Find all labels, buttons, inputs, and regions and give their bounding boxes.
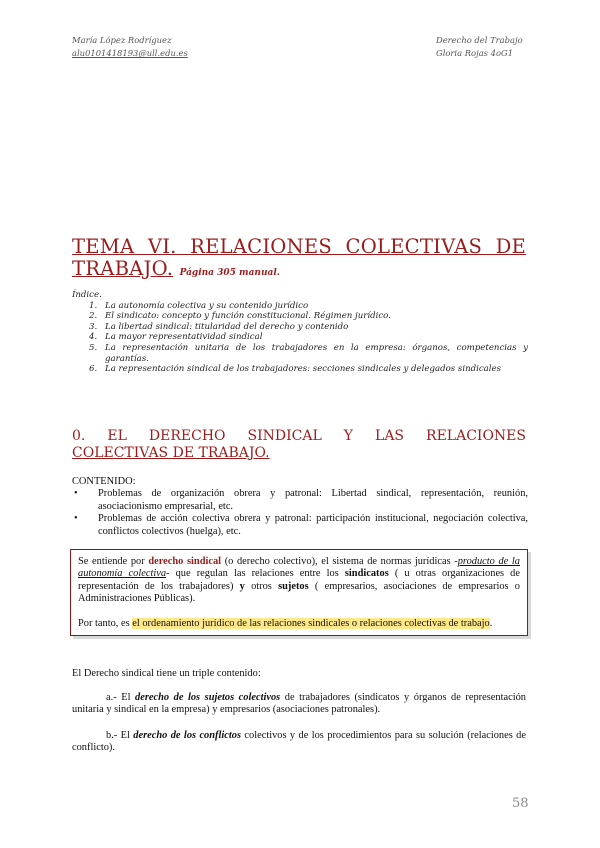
- header-right: [436, 34, 523, 60]
- item-number: 5.: [89, 342, 98, 353]
- list-item: [72, 488, 528, 513]
- title-page-ref: Página 305 manual.: [179, 268, 280, 278]
- content-list: [72, 488, 528, 538]
- list-item: [72, 513, 528, 538]
- definition-box: [70, 549, 528, 636]
- index: [72, 290, 528, 375]
- item-text: La mayor representatividad sindical: [105, 332, 263, 343]
- list-item: [72, 364, 528, 375]
- subject-name: Derecho del Trabajo: [436, 35, 523, 45]
- list-item: [72, 332, 528, 343]
- item-text: La autonomía colectiva y su contenido jurídico: [105, 300, 309, 311]
- bullet: •: [74, 513, 78, 525]
- page-title: [72, 236, 526, 284]
- author-name: María López Rodríguez: [72, 35, 172, 45]
- item-text: La representación sindical de los trabajadores: secciones sindicales y delegados sindicales: [105, 364, 502, 375]
- list-item: [72, 301, 528, 312]
- index-heading: Índice.: [72, 290, 102, 300]
- section-heading: [72, 428, 526, 462]
- summary-paragraph: Por tanto, es el ordenamiento jurídico de las relaciones sindicales o relaciones colectivas de trabajo.: [78, 617, 493, 629]
- item-text: Problemas de acción colectiva obrera y patronal: participación institucional, negociación colectiva, conflictos colectivos (huelga), etc.: [98, 513, 528, 537]
- author-email[interactable]: alu0101418193@ull.edu.es: [72, 48, 188, 58]
- header-left: [72, 34, 188, 60]
- term-derecho-sindical: derecho sindical: [148, 556, 222, 567]
- item-text: Problemas de organización obrera y patronal: Libertad sindical, representación, reunión, asociacionismo empresarial, etc.: [98, 488, 528, 512]
- term-sindicatos: sindicatos: [344, 568, 389, 580]
- title-line-1: TEMA VI. RELACIONES COLECTIVAS DE: [72, 235, 526, 258]
- section-heading-line-2: COLECTIVAS DE TRABAJO.: [72, 445, 270, 461]
- item-text: La libertad sindical: titularidad del derecho y contenido: [105, 321, 349, 332]
- item-text: El sindicato: concepto y función constitucional. Régimen jurídico.: [105, 311, 391, 322]
- item-number: 3.: [89, 321, 98, 332]
- bullet: •: [74, 488, 78, 500]
- title-line-2-text: TRABAJO.: [72, 257, 174, 280]
- section-heading-line-1: 0. EL DERECHO SINDICAL Y LAS RELACIONES: [72, 428, 526, 444]
- item-number: 6.: [89, 364, 98, 375]
- definition-paragraph: Se entiende por derecho sindical (o derecho colectivo), el sistema de normas jurídicas -producto de la autonomía colectiva- que regulan las relaciones entre los sindicatos ( u otras organizaciones de representación de los trabajadores) y otros sujetos ( empresarios, asociaciones de empresarios o Administraciones Públicas).: [78, 556, 521, 605]
- highlighted-text: el ordenamiento jurídico de las relaciones sindicales o relaciones colectivas de trabajo: [132, 617, 490, 629]
- title-line-2: [72, 258, 526, 284]
- point-a: a.- El derecho de los sujetos colectivos de trabajadores (sindicatos y órganos de representación unitaria y sindical en la empresa) y empresarios (asociaciones patronales).: [72, 692, 526, 716]
- point-a-term: derecho de los sujetos colectivos: [135, 692, 281, 703]
- content-heading: CONTENIDO:: [72, 476, 136, 487]
- item-text: La representación unitaria de los trabajadores en la empresa: órganos, competencias y garantías.: [105, 342, 528, 364]
- triple-intro: El Derecho sindical tiene un triple contenido:: [72, 668, 261, 679]
- content-block: [72, 476, 528, 538]
- point-b: b.- El derecho de los conflictos colectivos y de los procedimientos para su solución (relaciones de conflicto).: [72, 730, 526, 754]
- list-item: [72, 322, 528, 333]
- term-sujetos: sujetos: [278, 580, 309, 592]
- item-number: 2.: [89, 311, 98, 322]
- point-b-term: derecho de los conflictos: [133, 730, 242, 741]
- list-item: [72, 343, 528, 364]
- teacher-name: Gloria Rojas 4oG1: [436, 48, 514, 58]
- term-autonomia: producto de la autonomía colectiva: [78, 556, 521, 580]
- list-item: [72, 311, 528, 322]
- item-number: 1.: [89, 300, 98, 311]
- page-number: 58: [512, 796, 529, 811]
- item-number: 4.: [89, 332, 98, 343]
- index-list: [72, 301, 528, 375]
